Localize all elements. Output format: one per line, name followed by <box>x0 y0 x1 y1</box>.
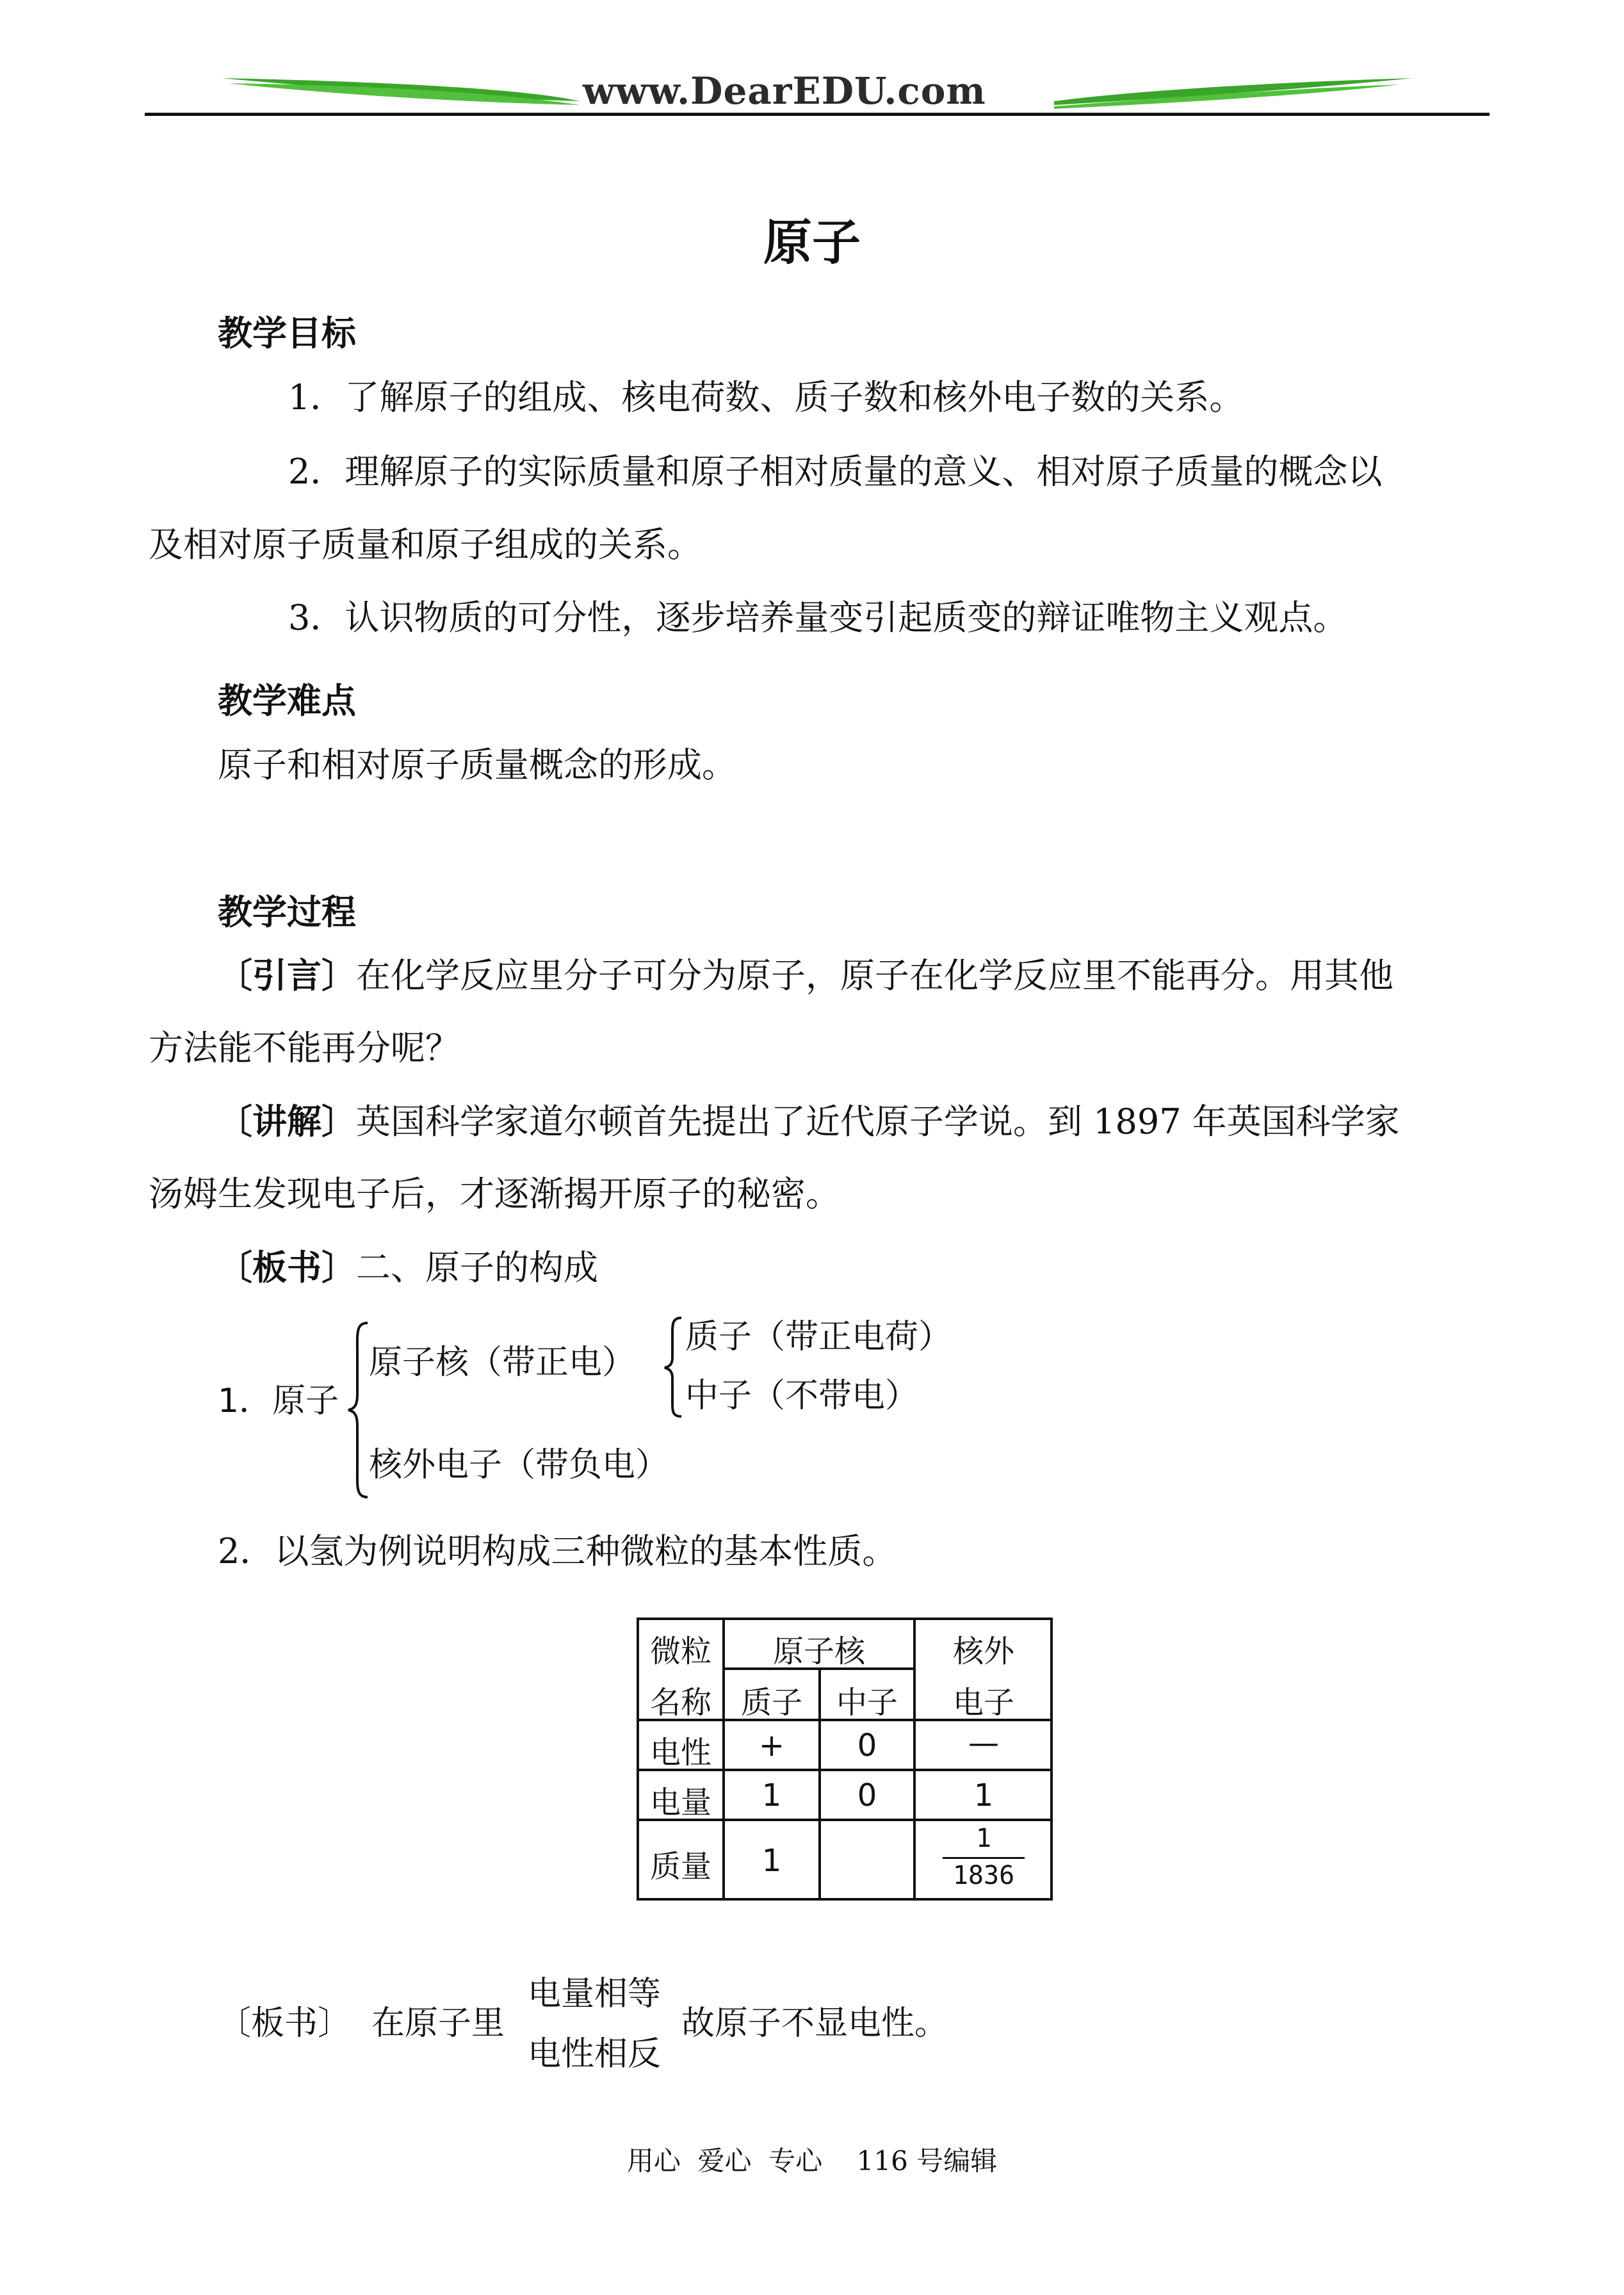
neutron-charge: 0 <box>857 1778 877 1813</box>
explain-paragraph-line-1 <box>218 1101 1400 1142</box>
explain-tag: 〔讲解〕 <box>218 1101 356 1142</box>
proton-charge: 1 <box>761 1778 782 1813</box>
difficulty-text: 原子和相对原子质量概念的形成。 <box>218 745 736 785</box>
difficulty-heading: 教学难点 <box>218 680 356 721</box>
site-name: www.DearEDU.com <box>583 69 986 113</box>
structure-electron: 核外电子（带负电） <box>369 1446 669 1484</box>
table-header-proton: 质子 <box>740 1685 802 1721</box>
electron-charge-type: — <box>968 1725 999 1761</box>
header-rule <box>145 113 1490 116</box>
intro-paragraph-line-2: 方法能不能再分呢？ <box>149 1028 460 1068</box>
page-footer: 用心 爱心 专心 116 号编辑 <box>626 2145 998 2177</box>
intro-text-1: 在化学反应里分子可分为原子，原子在化学反应里不能再分。用其他 <box>356 955 1393 996</box>
table-corner-1: 微粒 <box>649 1634 711 1669</box>
board-tag: 〔板书〕 <box>218 1247 356 1288</box>
left-brace-icon <box>346 1320 371 1500</box>
process-heading: 教学过程 <box>218 891 356 932</box>
structure-proton: 质子（带正电荷） <box>685 1318 952 1356</box>
goals-heading: 教学目标 <box>218 312 356 353</box>
table-header-nucleus: 原子核 <box>772 1634 865 1669</box>
table-row-charge: 电量 <box>649 1785 711 1821</box>
explain-paragraph-line-2: 汤姆生发现电子后，才逐渐揭开原子的秘密。 <box>149 1174 840 1214</box>
inner-brace-icon <box>662 1315 684 1418</box>
proton-charge-type: + <box>758 1728 785 1764</box>
goal-2-line-2: 及相对原子质量和原子组成的关系。 <box>149 524 702 565</box>
table-header-neutron: 中子 <box>836 1685 898 1721</box>
goal-1: 1．了解原子的组成、核电荷数、质子数和核外电子数的关系。 <box>288 377 1244 418</box>
explain-text-1: 英国科学家道尔顿首先提出了近代原子学说。到 1897 年英国科学家 <box>356 1101 1400 1142</box>
structure-neutron: 中子（不带电） <box>685 1377 919 1415</box>
table-header-outer-1: 核外 <box>952 1634 1014 1669</box>
board-text: 二、原子的构成 <box>356 1247 598 1288</box>
structure-nucleus: 原子核（带正电） <box>369 1343 636 1382</box>
board2-line-2: 电性相反 <box>528 2035 662 2073</box>
table-corner-2: 名称 <box>649 1685 711 1721</box>
fraction-bar <box>943 1857 1025 1859</box>
intro-tag: 〔引言〕 <box>218 955 356 996</box>
board2-lead: 在原子里 <box>371 2004 505 2043</box>
proton-mass: 1 <box>761 1843 782 1879</box>
page-title: 原子 <box>763 214 861 271</box>
board2-tail: 故原子不显电性。 <box>681 2004 948 2043</box>
goal-2-line-1: 2．理解原子的实际质量和原子相对质量的意义、相对原子质量的概念以 <box>288 451 1383 492</box>
board2-line-1: 电量相等 <box>528 1975 662 2013</box>
intro-paragraph-line-1 <box>218 955 1393 996</box>
electron-mass-denominator: 1836 <box>952 1861 1015 1890</box>
board-paragraph <box>218 1247 598 1288</box>
atom-structure-diagram <box>211 1313 1044 1505</box>
table-row-charge-type: 电性 <box>649 1735 711 1771</box>
particle-table <box>637 1618 1053 1901</box>
goal-3: 3．认识物质的可分性，逐步培养量变引起质变的辩证唯物主义观点。 <box>288 597 1348 638</box>
table-row-mass: 质量 <box>649 1849 711 1885</box>
electron-mass-numerator: 1 <box>975 1824 992 1853</box>
board-note-2 <box>218 1966 1050 2094</box>
point-2: 2．以氢为例说明构成三种微粒的基本性质。 <box>218 1531 897 1571</box>
table-header-outer-2: 电子 <box>952 1685 1014 1721</box>
electron-charge: 1 <box>973 1778 994 1813</box>
board2-tag: 〔板书〕 <box>218 2004 352 2043</box>
structure-label: 1．原子 <box>218 1382 339 1420</box>
neutron-charge-type: 0 <box>857 1728 877 1764</box>
